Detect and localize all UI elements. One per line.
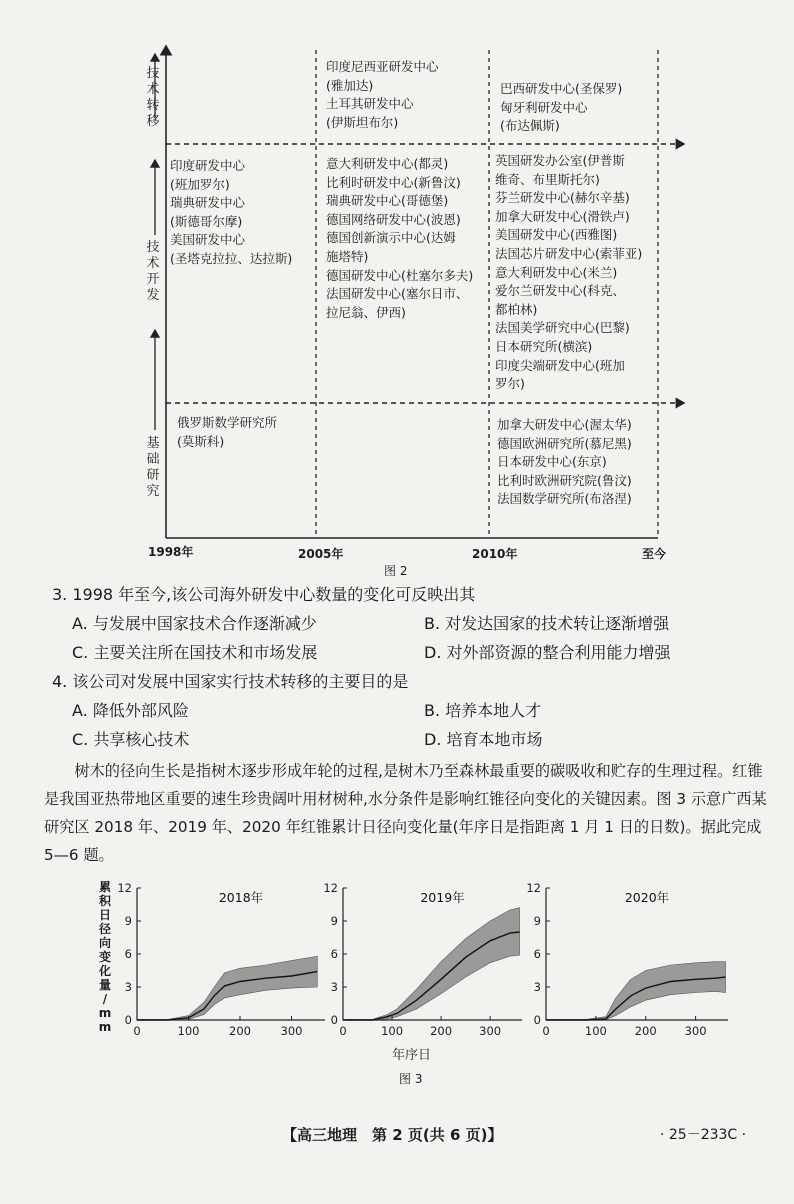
y-tick-label: 9 (533, 914, 541, 928)
x-tick-label: 300 (684, 1024, 707, 1038)
cell-line: 英国研发办公室(伊普斯 (495, 153, 625, 168)
y-tick-label: 6 (330, 947, 338, 961)
cell-line: 土耳其研发中心 (326, 96, 414, 112)
y-tick-label: 9 (124, 914, 132, 928)
cell-line: 拉尼翁、伊西) (326, 304, 406, 320)
x-tick-label: 300 (280, 1024, 303, 1038)
cell-line: 爱尔兰研发中心(科克、 (495, 283, 625, 299)
cell-line: 意大利研发中心(米兰) (495, 264, 618, 280)
q3-option-c: C. 主要关注所在国技术和市场发展 (72, 643, 318, 662)
x-tick-label: 200 (430, 1024, 453, 1038)
cell-line: 美国研发中心(西雅图) (495, 227, 618, 243)
figure-3-caption: 图 3 (399, 1072, 423, 1086)
y-tick-label: 6 (124, 947, 132, 961)
cell-line: 巴西研发中心(圣保罗) (500, 81, 623, 96)
cell-line: (莫斯科) (177, 433, 225, 449)
chart-y-label: 累 积 日 径 向 变 化 量 / m m (98, 880, 112, 1034)
x-tick-label: 300 (479, 1024, 502, 1038)
panel-title: 2018年 (218, 890, 264, 905)
y-tick-label: 3 (533, 980, 541, 994)
cell-line: 法国研发中心(塞尔日市、 (326, 286, 469, 302)
y-label-transfer: 技 术 转 移 (146, 66, 160, 129)
y-tick-label: 12 (117, 881, 132, 895)
cell-line: 印度尖端研发中心(班加 (495, 357, 625, 373)
q4-option-b: B. 培养本地人才 (424, 701, 542, 720)
q3-option-b: B. 对发达国家的技术转让逐渐增强 (424, 614, 670, 633)
cell-line: 施塔特) (326, 248, 369, 264)
y-tick-label: 6 (533, 947, 541, 961)
x-tick-label: 100 (381, 1024, 404, 1038)
cell-basic-2010 (497, 416, 632, 509)
range-band (546, 962, 726, 1020)
y-tick-label: 9 (330, 914, 338, 928)
x-tick-label: 200 (229, 1024, 251, 1038)
cell-line: 罗尔) (495, 376, 525, 392)
range-band (343, 908, 520, 1020)
cell-line: (雅加达) (326, 77, 374, 93)
cell-dev-1998 (170, 157, 292, 269)
x-label-1998: 1998年 (148, 545, 194, 559)
cell-line: 比利时欧洲研究院(鲁汶) (497, 472, 632, 488)
panel-title: 2020年 (624, 890, 670, 905)
cell-line: 德国欧洲研究所(慕尼黑) (497, 435, 632, 451)
y-tick-label: 0 (330, 1013, 338, 1027)
y-label-basic: 基 础 研 究 (146, 436, 160, 499)
cell-line: 日本研发中心(东京) (497, 454, 607, 470)
x-label-2005: 2005年 (298, 547, 344, 561)
q3-option-d: D. 对外部资源的整合利用能力增强 (424, 643, 671, 662)
cell-line: (伊斯坦布尔) (326, 114, 399, 130)
cell-line: 意大利研发中心(都灵) (326, 156, 449, 171)
y-tick-label: 12 (526, 881, 541, 895)
chart-x-label: 年序日 (392, 1048, 432, 1063)
cell-line: 法国美学研究中心(巴黎) (495, 320, 630, 336)
cell-line: 加拿大研发中心(渥太华) (497, 417, 632, 432)
q3-stem: 3. 1998 年至今,该公司海外研发中心数量的变化可反映出其 (52, 585, 476, 604)
cell-line: 德国研发中心(杜塞尔多夫) (326, 267, 474, 283)
y-tick-label: 3 (124, 980, 132, 994)
figure-3-chart (0, 870, 794, 1040)
q4-option-a: A. 降低外部风险 (72, 701, 189, 720)
cell-line: 德国网络研发中心(波恩) (326, 211, 461, 227)
cell-line: 美国研发中心 (170, 232, 246, 248)
x-tick-label: 200 (634, 1024, 657, 1038)
cell-transfer-2005 (326, 58, 439, 132)
cell-line: 瑞典研发中心(哥德堡) (326, 193, 449, 209)
cell-line: 芬兰研发中心(赫尔辛基) (495, 190, 630, 206)
cell-transfer-2010 (500, 80, 622, 136)
q4-option-c: C. 共享核心技术 (72, 730, 190, 749)
q4-option-d: D. 培育本地市场 (424, 730, 543, 749)
cell-line: 瑞典研发中心 (170, 195, 246, 211)
cell-dev-2005 (326, 155, 473, 322)
y-tick-label: 12 (323, 881, 338, 895)
cell-line: 法国数学研究所(布洛涅) (497, 491, 632, 507)
cell-line: 都柏林) (495, 301, 538, 317)
panel-axes (137, 888, 325, 1020)
page-footer-right: · 25－233C · (660, 1127, 747, 1143)
figure-2-caption: 图 2 (384, 564, 408, 578)
cell-line: 维奇、布里斯托尔) (495, 171, 600, 187)
x-label-2010: 2010年 (472, 547, 518, 561)
x-label-now: 至今 (642, 547, 667, 561)
x-tick-label: 100 (177, 1024, 200, 1038)
panel-title: 2019年 (420, 890, 465, 905)
x-tick-label: 0 (339, 1024, 347, 1038)
cell-line: (布达佩斯) (500, 118, 560, 134)
cell-line: 印度尼西亚研发中心 (326, 59, 439, 74)
cell-line: 法国芯片研发中心(索菲亚) (495, 245, 643, 261)
cell-line: 德国创新演示中心(达姆 (326, 230, 456, 246)
cell-line: (圣塔克拉拉、达拉斯) (170, 250, 293, 266)
x-tick-label: 100 (584, 1024, 607, 1038)
cell-basic-1998 (177, 414, 277, 451)
y-tick-label: 0 (533, 1013, 541, 1027)
cell-line: 俄罗斯数学研究所 (177, 415, 278, 430)
cell-line: 日本研究所(横滨) (495, 338, 593, 354)
cell-line: 加拿大研发中心(滑铁卢) (495, 208, 630, 224)
cell-line: 印度研发中心 (170, 158, 246, 173)
x-tick-label: 0 (133, 1024, 141, 1038)
cell-line: (斯德哥尔摩) (170, 213, 243, 229)
range-band (137, 956, 317, 1020)
y-tick-label: 0 (124, 1013, 132, 1027)
cell-line: 比利时研发中心(新鲁汶) (326, 174, 461, 190)
page-footer-left: 【高三地理 第 2 页(共 6 页)】 (282, 1126, 503, 1144)
cell-line: 匈牙利研发中心 (500, 99, 588, 115)
cell-dev-2010 (495, 152, 642, 394)
cell-line: (班加罗尔) (170, 176, 230, 192)
y-tick-label: 3 (330, 980, 338, 994)
q4-stem: 4. 该公司对发展中国家实行技术转移的主要目的是 (52, 672, 409, 691)
q3-option-a: A. 与发展中国家技术合作逐渐减少 (72, 614, 317, 633)
passage-text: 树木的径向生长是指树木逐步形成年轮的过程,是树木乃至森林最重要的碳吸收和贮存的生理过程。红锥是我国亚热带地区重要的速生珍贵阔叶用材树种,水分条件是影响红锥径向变化的关键因素。图 3 示意广西某研究区 2018 年、2019 年、2020 年红锥累计日径向变化量(年序日是指距离 1 月 1 日的日数)。据此完成 5—6 题。 (44, 762, 767, 864)
x-tick-label: 0 (542, 1024, 550, 1038)
y-label-development: 技 术 开 发 (146, 240, 160, 303)
